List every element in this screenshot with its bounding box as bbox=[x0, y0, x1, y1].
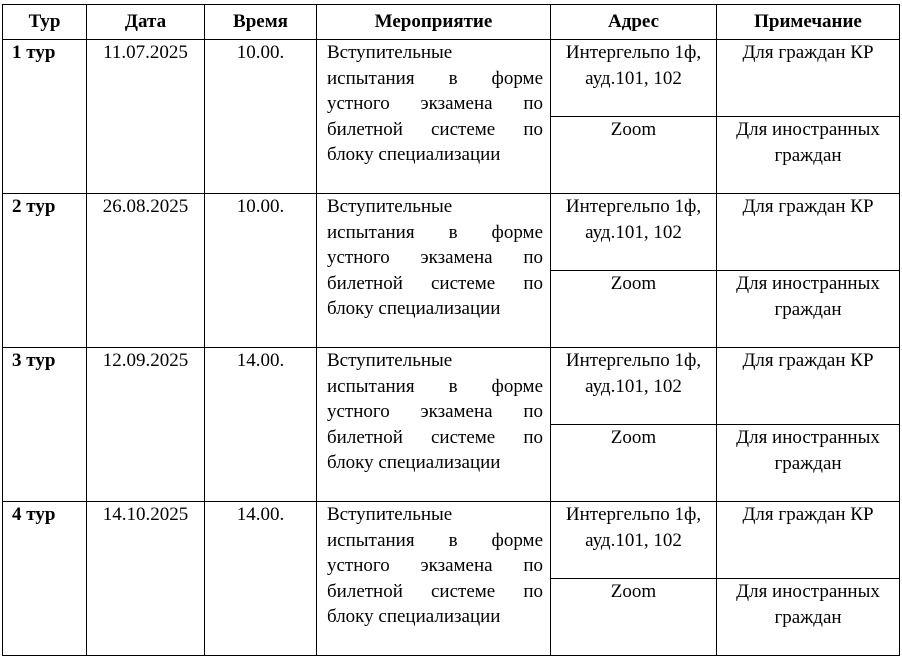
table-row bbox=[3, 348, 900, 425]
header-date: Дата bbox=[87, 5, 205, 40]
tour-cell: 4 тур bbox=[3, 502, 87, 656]
header-event: Мероприятие bbox=[317, 5, 551, 40]
address-cell: Интергельпо 1ф, ауд.101, 102 bbox=[551, 40, 717, 117]
note-cell: Для иностранных граждан bbox=[717, 271, 900, 348]
time-cell: 14.00. bbox=[205, 502, 317, 656]
event-cell: Вступительные испытания в форме устного экзамена по билетной системе по блоку специализации bbox=[317, 348, 551, 502]
date-cell: 11.07.2025 bbox=[87, 40, 205, 194]
address-cell: Интергельпо 1ф, ауд.101, 102 bbox=[551, 502, 717, 579]
header-note: Примечание bbox=[717, 5, 900, 40]
date-cell: 14.10.2025 bbox=[87, 502, 205, 656]
note-cell: Для граждан КР bbox=[717, 502, 900, 579]
note-cell: Для граждан КР bbox=[717, 348, 900, 425]
tour-cell: 3 тур bbox=[3, 348, 87, 502]
address-cell: Zoom bbox=[551, 579, 717, 656]
table-row bbox=[3, 502, 900, 579]
time-cell: 10.00. bbox=[205, 40, 317, 194]
date-cell: 26.08.2025 bbox=[87, 194, 205, 348]
note-cell: Для граждан КР bbox=[717, 194, 900, 271]
tour-cell: 1 тур bbox=[3, 40, 87, 194]
header-tour: Тур bbox=[3, 5, 87, 40]
header-time: Время bbox=[205, 5, 317, 40]
header-address: Адрес bbox=[551, 5, 717, 40]
note-cell: Для иностранных граждан bbox=[717, 579, 900, 656]
address-cell: Zoom bbox=[551, 117, 717, 194]
note-cell: Для иностранных граждан bbox=[717, 425, 900, 502]
note-cell: Для иностранных граждан bbox=[717, 117, 900, 194]
date-cell: 12.09.2025 bbox=[87, 348, 205, 502]
event-cell: Вступительные испытания в форме устного экзамена по билетной системе по блоку специализации bbox=[317, 194, 551, 348]
address-cell: Интергельпо 1ф, ауд.101, 102 bbox=[551, 194, 717, 271]
time-cell: 14.00. bbox=[205, 348, 317, 502]
address-cell: Zoom bbox=[551, 425, 717, 502]
exam-schedule-table bbox=[2, 4, 900, 656]
address-cell: Zoom bbox=[551, 271, 717, 348]
event-cell: Вступительные испытания в форме устного экзамена по билетной системе по блоку специализации bbox=[317, 502, 551, 656]
tour-cell: 2 тур bbox=[3, 194, 87, 348]
time-cell: 10.00. bbox=[205, 194, 317, 348]
table-row bbox=[3, 194, 900, 271]
header-row bbox=[3, 5, 900, 40]
table-row bbox=[3, 40, 900, 117]
address-cell: Интергельпо 1ф, ауд.101, 102 bbox=[551, 348, 717, 425]
event-cell: Вступительные испытания в форме устного экзамена по билетной системе по блоку специализации bbox=[317, 40, 551, 194]
note-cell: Для граждан КР bbox=[717, 40, 900, 117]
